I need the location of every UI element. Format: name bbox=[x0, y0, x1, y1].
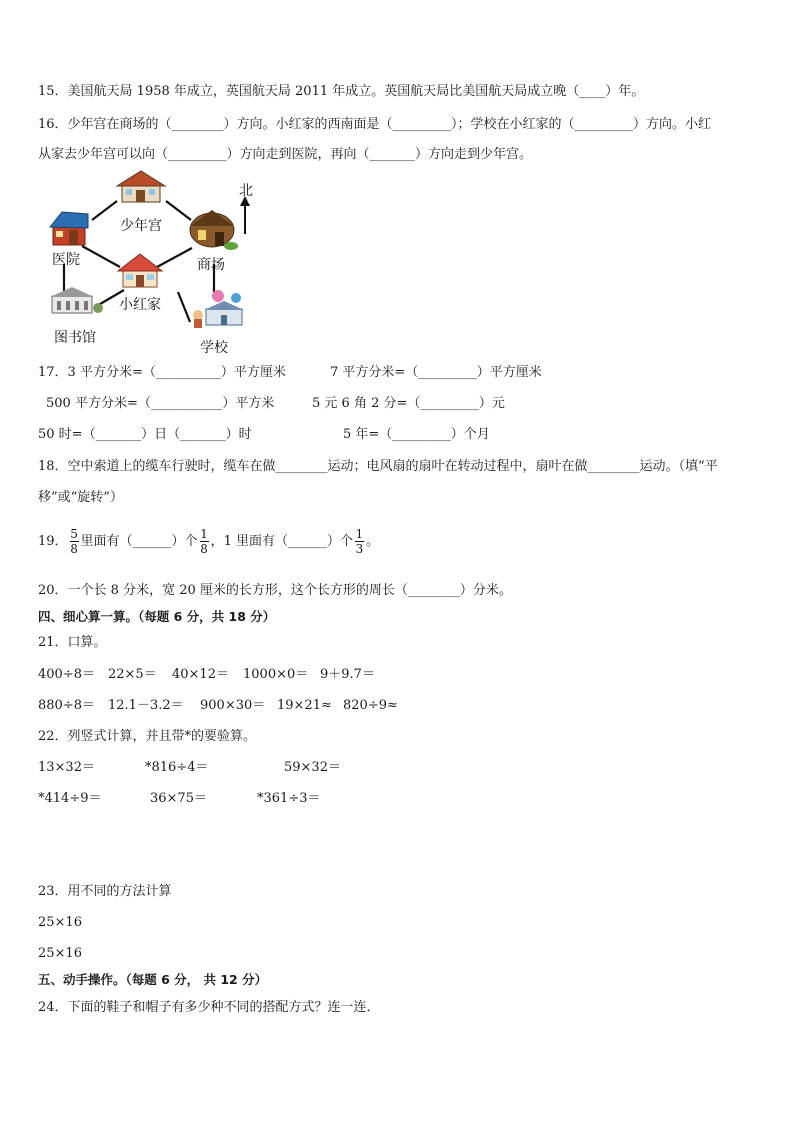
q21-row1-item: 400÷8＝ bbox=[38, 667, 95, 682]
question-19-end: 。 bbox=[365, 534, 379, 549]
q21-row1-item: 22×5＝ bbox=[108, 667, 157, 682]
question-18-line-1: 18．空中索道上的缆车行驶时，缆车在做________运动；电风扇的扇叶在转动过程中，扇叶在做________运动。（填“平 bbox=[38, 459, 718, 474]
question-20: 20．一个长 8 分米，宽 20 厘米的长方形，这个长方形的周长（________）分米。 bbox=[38, 583, 512, 598]
q22-row2-item: *361÷3＝ bbox=[257, 791, 321, 806]
question-19-text-1: 里面有（______）个 bbox=[80, 534, 198, 549]
fraction-one-third: $\frac{1}{3}$ bbox=[355, 527, 364, 556]
question-16-line-2: 从家去少年宫可以向（_________）方向走到医院，再向（_______）方向走到少年宫。 bbox=[38, 147, 533, 162]
question-19-text-2: ，1 里面有（______）个 bbox=[210, 534, 353, 549]
question-17-item-a: 17．3 平方分米=（__________）平方厘米 bbox=[38, 365, 286, 380]
q21-row1-item: 40×12＝ bbox=[172, 667, 229, 682]
library-label: 图书馆 bbox=[54, 330, 96, 346]
q21-row2-item: 12.1－3.2＝ bbox=[108, 698, 184, 713]
question-23-expr-b: 25×16 bbox=[38, 946, 82, 961]
question-17-item-e: 50 时=（_______）日（_______）时 bbox=[38, 427, 252, 442]
q22-row1-item: *816÷4＝ bbox=[145, 760, 209, 775]
q21-row1-item: 1000×0＝ bbox=[243, 667, 309, 682]
question-23: 23．用不同的方法计算 bbox=[38, 884, 172, 899]
youth-palace-label: 少年宫 bbox=[120, 218, 162, 234]
mall-label: 商场 bbox=[197, 257, 225, 273]
q22-row1-item: 59×32＝ bbox=[284, 760, 341, 775]
question-19 bbox=[38, 524, 379, 560]
q21-row1-item: 9＋9.7＝ bbox=[320, 667, 375, 682]
question-17-item-f: 5 年=（_________）个月 bbox=[343, 427, 490, 442]
q22-row1-item: 13×32＝ bbox=[38, 760, 95, 775]
north-label: 北 bbox=[239, 183, 253, 199]
section-5-heading: 五、动手操作。（每题 6 分， 共 12 分） bbox=[38, 972, 268, 987]
question-19-number: 19． bbox=[38, 534, 68, 549]
question-15: 15．美国航天局 1958 年成立，英国航天局 2011 年成立。英国航天局比美国航天局成立晚（____）年。 bbox=[38, 84, 645, 99]
section-4-heading: 四、细心算一算。（每题 6 分，共 18 分） bbox=[38, 609, 276, 624]
question-21: 21．口算。 bbox=[38, 635, 107, 650]
q21-row2-item: 900×30＝ bbox=[200, 698, 266, 713]
fraction-one-eighth: $\frac{1}{8}$ bbox=[200, 527, 208, 556]
question-16-line-1: 16．少年宫在商场的（________）方向。小红家的西南面是（_________）；学校在小红家的（_________）方向。小红 bbox=[38, 117, 712, 132]
fraction-five-eighths: $\frac{5}{8}$ bbox=[70, 527, 78, 556]
q21-row2-item: 19×21≈ bbox=[277, 698, 332, 713]
question-22: 22．列竖式计算，并且带*的要验算。 bbox=[38, 729, 257, 744]
direction-map bbox=[40, 168, 260, 360]
question-17-item-c: 500 平方分米=（___________）平方米 bbox=[46, 396, 275, 411]
school-building-icon bbox=[193, 290, 244, 328]
question-17-item-b: 7 平方分米=（_________）平方厘米 bbox=[330, 365, 542, 380]
school-label: 学校 bbox=[200, 340, 228, 356]
question-23-expr-a: 25×16 bbox=[38, 915, 82, 930]
hospital-label: 医院 bbox=[52, 252, 80, 268]
library-building-icon bbox=[50, 287, 103, 313]
hospital-house-icon bbox=[50, 212, 88, 245]
q22-row2-item: *414÷9＝ bbox=[38, 791, 102, 806]
xiaohong-home-house-icon bbox=[118, 254, 162, 287]
q21-row2-item: 820÷9≈ bbox=[343, 698, 398, 713]
xiaohong-home-label: 小红家 bbox=[119, 297, 161, 313]
q22-row2-item: 36×75＝ bbox=[150, 791, 207, 806]
question-18-line-2: 移”或“旋转”） bbox=[38, 490, 123, 505]
question-24: 24．下面的鞋子和帽子有多少种不同的搭配方式？连一连． bbox=[38, 1000, 380, 1015]
question-17-item-d: 5 元 6 角 2 分=（_________）元 bbox=[312, 396, 505, 411]
mall-house-icon bbox=[190, 210, 238, 250]
north-arrow-icon bbox=[240, 196, 250, 234]
q21-row2-item: 880÷8＝ bbox=[38, 698, 95, 713]
youth-palace-house-icon bbox=[117, 171, 165, 202]
